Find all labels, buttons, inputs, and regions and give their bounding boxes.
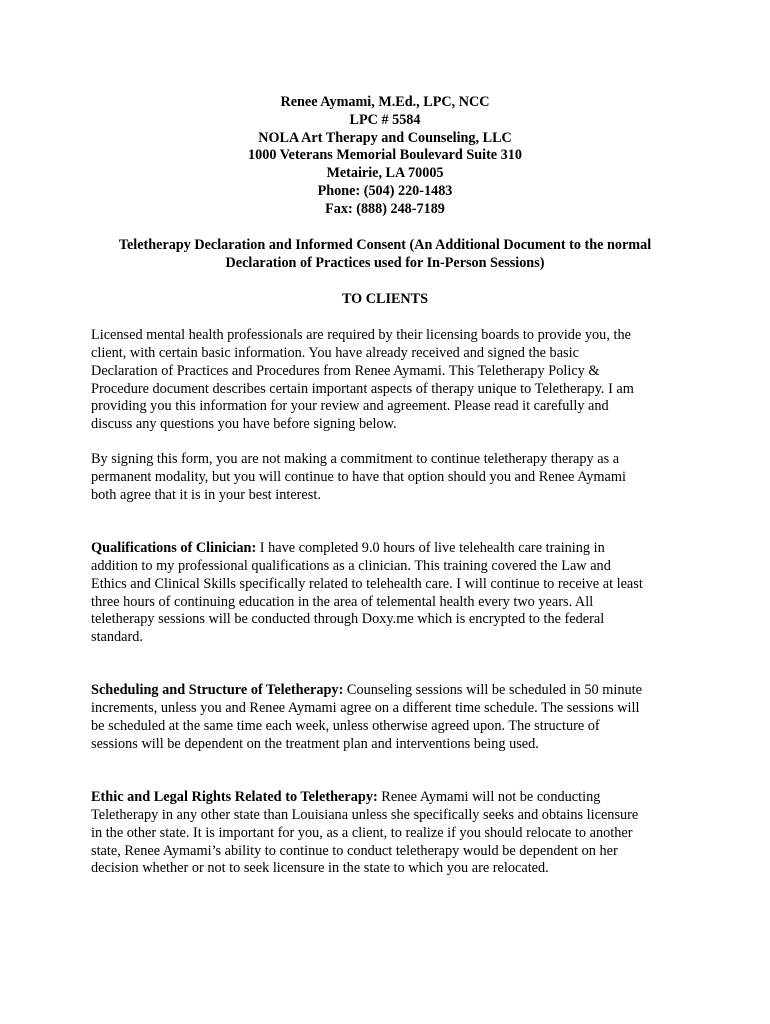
text-line: addition to my professional qualifications as a clinician. This training covered the Law and <box>91 557 611 574</box>
letterhead <box>0 94 770 219</box>
text-line: teletherapy sessions will be conducted through Doxy.me which is encrypted to the federal <box>91 611 605 628</box>
text-line: decision whether or not to seek licensure in the state to which you are relocated. <box>91 860 549 877</box>
clinician-name: Renee Aymami, M.Ed., LPC, NCC <box>280 94 490 110</box>
text-line: three hours of continuing education in the area of telemental health every two years. All <box>91 593 594 610</box>
title-line: Teletherapy Declaration and Informed Consent (An Additional Document to the normal <box>118 237 652 253</box>
document-title <box>60 236 710 272</box>
text-line: permanent modality, but you will continue to have that option should you and Renee Aymami <box>91 468 626 485</box>
fax-number: Fax: (888) 248-7189 <box>325 200 445 217</box>
phone-number: Phone: (504) 220-1483 <box>317 182 453 199</box>
text-line: discuss any questions you have before signing below. <box>91 416 397 433</box>
text-line: state, Renee Aymami’s ability to continue to conduct teletherapy would be dependent on her <box>91 842 618 859</box>
ethics-first-line: Renee Aymami will not be conducting <box>377 789 601 805</box>
text-line <box>91 682 691 700</box>
text-line: in the other state. It is important for you, as a client, to realize if you should relocate to another <box>91 824 633 841</box>
audience-heading: TO CLIENTS <box>341 291 429 307</box>
text-line <box>91 789 691 807</box>
scheduling-first-line: Counseling sessions will be scheduled in 50 minute <box>343 682 642 698</box>
title-line: Declaration of Practices used for In-Person Sessions) <box>225 255 545 271</box>
address-street: 1000 Veterans Memorial Boulevard Suite 310 <box>248 147 522 164</box>
intro-paragraph <box>91 327 691 434</box>
text-line: Declaration of Practices and Procedures from Renee Aymami. This Teletherapy Policy & <box>91 362 600 379</box>
text-line: providing you this information for your review and agreement. Please read it carefully and <box>91 398 609 415</box>
ethics-paragraph <box>91 789 691 878</box>
scheduling-paragraph <box>91 682 691 753</box>
address-city: Metairie, LA 70005 <box>326 165 444 182</box>
qualifications-paragraph <box>91 540 691 647</box>
text-line: Procedure document describes certain important aspects of therapy unique to Teletherapy. I am <box>91 380 634 397</box>
ethics-heading: Ethic and Legal Rights Related to Teletherapy: <box>91 789 378 805</box>
text-line: Ethics and Clinical Skills specifically related to telehealth care. I will continue to receive at least <box>91 575 643 592</box>
qualifications-heading: Qualifications of Clinician: <box>91 540 257 556</box>
commitment-paragraph <box>91 451 691 505</box>
text-line <box>91 540 691 558</box>
qualifications-first-line: I have completed 9.0 hours of live telehealth care training in <box>256 540 605 556</box>
text-line: be scheduled at the same time each week, unless otherwise agreed upon. The structure of <box>91 717 600 734</box>
scheduling-heading: Scheduling and Structure of Teletherapy: <box>91 682 344 698</box>
practice-name: NOLA Art Therapy and Counseling, LLC <box>258 129 512 146</box>
text-line: standard. <box>91 629 144 646</box>
text-line: both agree that it is in your best interest. <box>91 486 321 503</box>
text-line: increments, unless you and Renee Aymami agree on a different time schedule. The sessions will <box>91 699 640 716</box>
license-number: LPC # 5584 <box>349 111 421 128</box>
text-line: client, with certain basic information. You have already received and signed the basic <box>91 344 579 361</box>
text-line: sessions will be dependent on the treatment plan and interventions being used. <box>91 735 539 752</box>
text-line: By signing this form, you are not making a commitment to continue teletherapy therapy as a <box>91 451 620 467</box>
text-line: Licensed mental health professionals are required by their licensing boards to provide you, the <box>91 327 631 343</box>
text-line: Teletherapy in any other state than Louisiana unless she specifically seeks and obtains licensure <box>91 806 639 823</box>
